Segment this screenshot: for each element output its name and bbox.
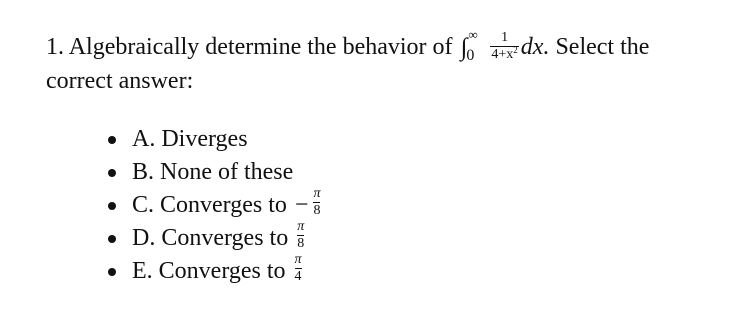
denominator-exponent: 2	[513, 44, 518, 55]
integral-expression	[459, 27, 550, 65]
option-e-fraction	[295, 253, 302, 284]
option-c-sign: −	[294, 192, 309, 218]
denominator-base: 4+x	[491, 46, 514, 62]
integrand-denominator	[490, 46, 518, 62]
integrand-numerator: 1	[501, 29, 509, 45]
bullet-icon	[108, 268, 116, 276]
option-e-label: E. Converges to	[132, 258, 286, 284]
option-c[interactable]	[108, 185, 321, 222]
option-e-numerator: π	[294, 251, 302, 267]
option-a[interactable]	[108, 123, 320, 156]
option-b[interactable]	[108, 156, 320, 189]
option-c-denominator: 8	[313, 202, 321, 218]
differential: dx.	[520, 34, 550, 60]
option-c-label: C. Converges to	[132, 192, 287, 218]
bullet-icon	[108, 169, 116, 177]
option-c-fraction	[313, 187, 320, 218]
integral-sign: ∫	[460, 34, 468, 61]
integral-lower-limit: 0	[466, 47, 475, 65]
option-e-denominator: 4	[294, 268, 302, 284]
question-line-2: correct answer:	[46, 68, 194, 94]
option-a-label: A. Diverges	[132, 126, 248, 152]
option-d-denominator: 8	[297, 235, 305, 251]
question-tail-text: Select the	[555, 34, 650, 60]
option-d-fraction	[297, 220, 304, 251]
bullet-icon	[108, 202, 116, 210]
integrand-fraction	[490, 31, 518, 62]
question-line-1	[46, 27, 736, 65]
option-e[interactable]	[108, 251, 320, 288]
bullet-icon	[108, 136, 116, 144]
answer-options-list	[108, 123, 320, 288]
question-lead-text: Algebraically determine the behavior of	[68, 34, 453, 60]
option-c-numerator: π	[313, 185, 321, 201]
integral-limits	[466, 27, 486, 65]
bullet-icon	[108, 235, 116, 243]
option-d-numerator: π	[297, 218, 305, 234]
option-d[interactable]	[108, 218, 320, 255]
integral-upper-limit: ∞	[468, 27, 478, 43]
option-b-label: B. None of these	[132, 159, 294, 185]
question-number: 1.	[46, 34, 64, 60]
question-block	[46, 27, 736, 98]
option-d-label: D. Converges to	[132, 225, 289, 251]
